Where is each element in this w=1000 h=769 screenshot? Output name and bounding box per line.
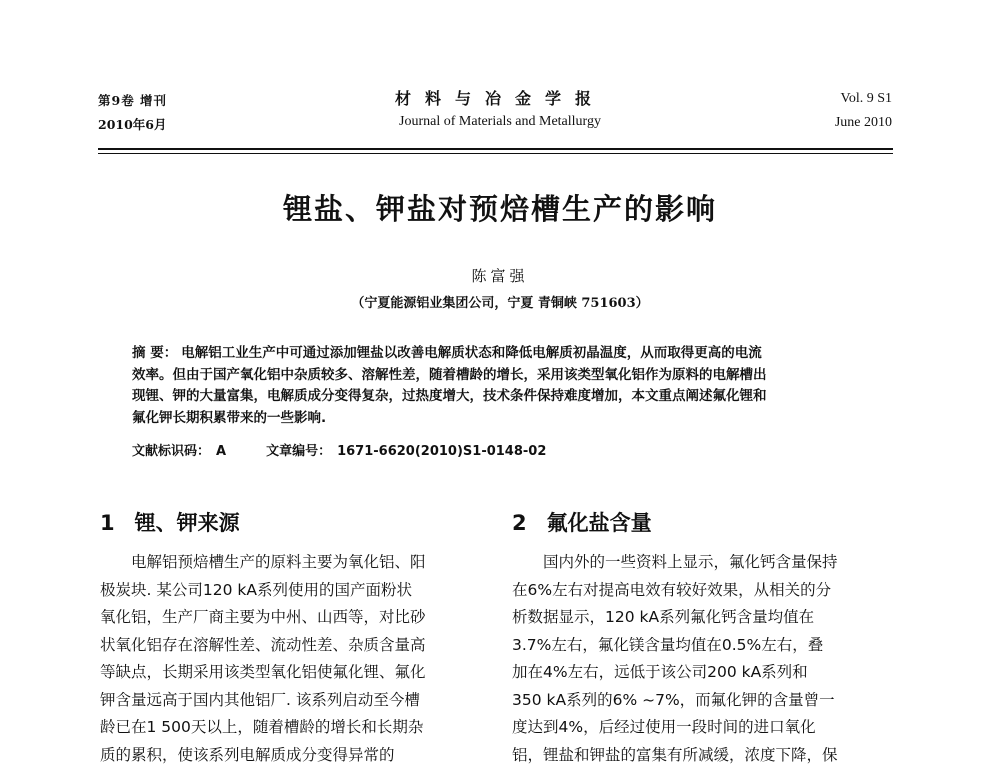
body-line: 电解铝预焙槽生产的原料主要为氧化铝、阳: [100, 549, 484, 577]
abstract-line: 现锂、钾的大量富集，电解质成分变得复杂，过热度增大，技术条件保持难度增加，本文重点阐述氟化锂和: [132, 386, 872, 408]
journal-title-en: Journal of Materials and Metallurgy: [0, 114, 1000, 130]
abstract-line: 摘 要： 电解铝工业生产中可通过添加锂盐以改善电解质状态和降低电解质初晶温度，从而取得更高的电流: [132, 343, 872, 365]
body-line: 极炭块. 某公司120 kA系列使用的国产面粉状: [100, 577, 484, 605]
body-line: 氧化铝，生产厂商主要为中州、山西等，对比砂: [100, 604, 484, 632]
volume-en: Vol. 9 S1: [841, 91, 892, 107]
date-cn: 2010年6月: [98, 115, 167, 133]
body-line: 龄已在1 500天以上，随着槽龄的增长和长期杂: [100, 714, 484, 742]
article-title: 锂盐、钾盐对预焙槽生产的影响: [0, 187, 1000, 228]
section-heading-1: [100, 507, 240, 537]
body-line: 350 kA系列的6% ~7%，而氟化钾的含量曾一: [512, 687, 896, 715]
doc-code: A: [216, 444, 226, 459]
section-heading-2: [512, 507, 652, 537]
abstract-line: 效率。但由于国产氧化铝中杂质较多、溶解性差，随着槽龄的增长，采用该类型氧化铝作为原料的电解槽出: [132, 365, 872, 387]
section-body-2: [512, 549, 896, 769]
journal-title-cn: 材料与冶金学报: [0, 86, 1000, 109]
body-line: 质的累积，使该系列电解质成分变得异常的: [100, 742, 484, 769]
section-number: 2: [512, 511, 527, 535]
body-line: 加在4%左右，远低于该公司200 kA系列和: [512, 659, 896, 687]
doc-code-label: 文献标识码：: [132, 444, 210, 459]
article-no: 1671-6620(2010)S1-0148-02: [337, 444, 546, 459]
section-title: 氟化盐含量: [547, 511, 652, 535]
abstract: [132, 343, 872, 429]
body-line: 度达到4%，后经过使用一段时间的进口氧化: [512, 714, 896, 742]
body-line: 钾含量远高于国内其他铝厂. 该系列启动至今槽: [100, 687, 484, 715]
header-rule-thick: [98, 148, 893, 150]
section-number: 1: [100, 511, 115, 535]
abstract-line: 氟化钾长期积累带来的一些影响.: [132, 408, 872, 430]
header-rule-thin: [98, 153, 893, 154]
volume-cn: 第9卷 增刊: [98, 91, 167, 109]
section-title: 锂、钾来源: [135, 511, 240, 535]
author-name: 陈富强: [0, 265, 1000, 286]
body-line: 析数据显示，120 kA系列氟化钙含量均值在: [512, 604, 896, 632]
article-no-label: 文章编号：: [266, 444, 331, 459]
date-en: June 2010: [835, 115, 892, 131]
body-line: 状氧化铝存在溶解性差、流动性差、杂质含量高: [100, 632, 484, 660]
body-line: 等缺点，长期采用该类型氧化铝使氟化锂、氟化: [100, 659, 484, 687]
body-line: 国内外的一些资料上显示，氟化钙含量保持: [512, 549, 896, 577]
author-affiliation: （宁夏能源铝业集团公司，宁夏 青铜峡 751603）: [0, 292, 1000, 311]
body-line: 铝，锂盐和钾盐的富集有所减缓，浓度下降，保: [512, 742, 896, 769]
abstract-label: 摘 要：: [132, 345, 177, 361]
body-line: 3.7%左右，氟化镁含量均值在0.5%左右，叠: [512, 632, 896, 660]
section-body-1: [100, 549, 484, 769]
body-line: 在6%左右对提高电效有较好效果，从相关的分: [512, 577, 896, 605]
article-metadata: [132, 440, 552, 459]
